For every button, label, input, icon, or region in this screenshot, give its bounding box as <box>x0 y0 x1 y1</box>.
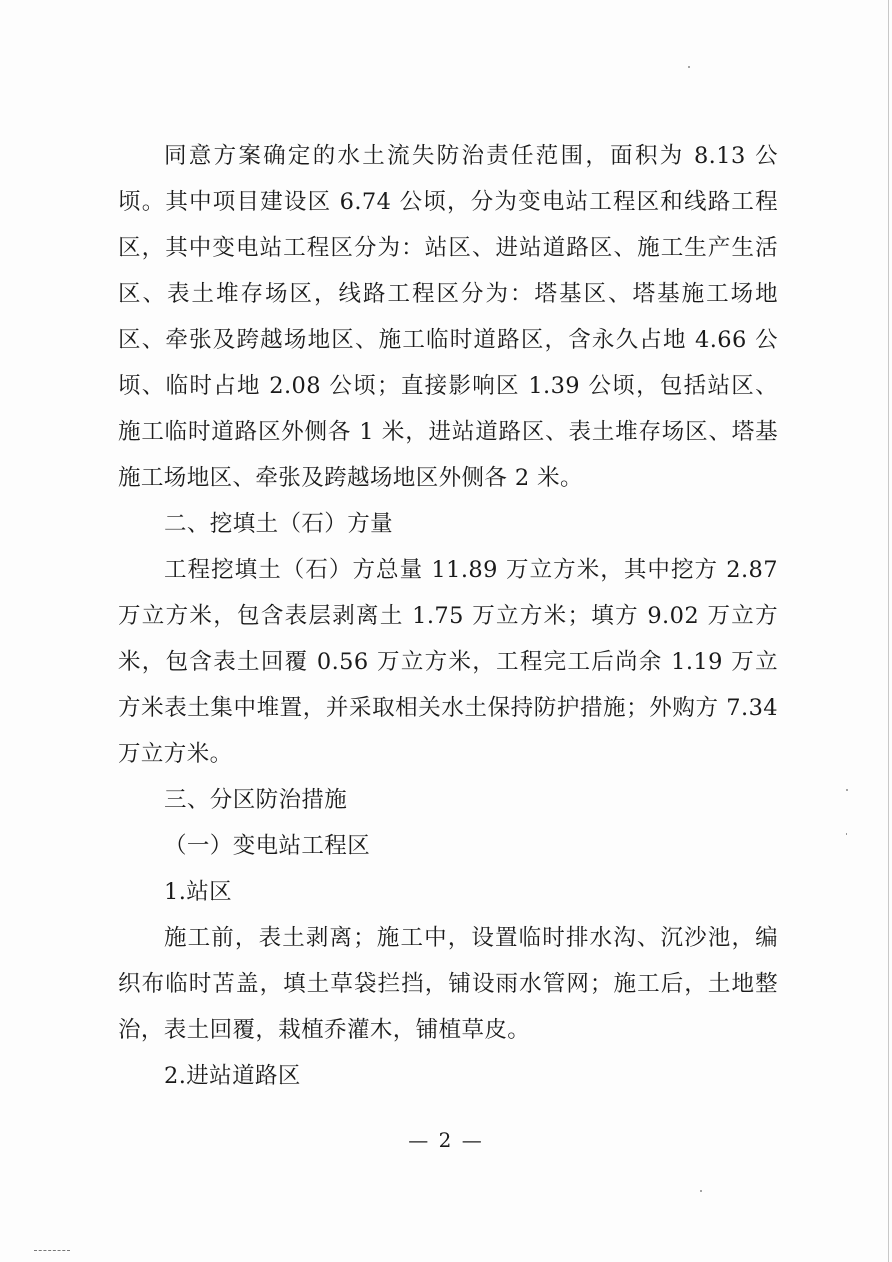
heading-substation-area: （一）变电站工程区 <box>164 833 371 859</box>
scan-speck <box>700 1190 702 1192</box>
page-number: — 2 — <box>408 1128 484 1152</box>
scan-speck <box>846 833 847 835</box>
heading-earthwork: 二、挖填土（石）方量 <box>164 511 394 537</box>
scan-edge-line <box>888 0 889 1262</box>
heading-station-area: 1.站区 <box>164 879 233 905</box>
scan-speck <box>688 66 690 68</box>
heading-zoning-measures: 三、分区防治措施 <box>164 787 348 813</box>
paragraph-earthwork: 工程挖填土（石）方总量 11.89 万立方米，其中挖方 2.87 万立方米，包含表层剥离土 1.75 万立方米；填方 9.02 万立方米，包含表土回覆 0.56 万立方米，工程完工后尚余 1.19 万立方米表土集中堆置，并采取相关水土保持防护措施；外购方 7.34 万立方米。 <box>118 557 778 767</box>
scan-speck <box>846 789 848 791</box>
paragraph-responsibility-scope: 同意方案确定的水土流失防治责任范围，面积为 8.13 公顷。其中项目建设区 6.74 公顷，分为变电站工程区和线路工程区，其中变电站工程区分为：站区、进站道路区、施工生产生活区、表土堆存场区，线路工程区分为：塔基区、塔基施工场地区、牵张及跨越场地区、施工临时道路区，含永久占地 4.66 公顷、临时占地 2.08 公顷；直接影响区 1.39 公顷，包括站区、施工临时道路区外侧各 1 米，进站道路区、表土堆存场区、塔基施工场地区、牵张及跨越场地区外侧各 2 米。 <box>118 143 778 491</box>
heading-access-road-area: 2.进站道路区 <box>164 1063 301 1089</box>
paragraph-station-measures: 施工前，表土剥离；施工中，设置临时排水沟、沉沙池，编织布临时苫盖，填土草袋拦挡，铺设雨水管网；施工后，土地整治，表土回覆，栽植乔灌木，铺植草皮。 <box>118 925 778 1043</box>
scan-footer-dash <box>34 1250 70 1251</box>
